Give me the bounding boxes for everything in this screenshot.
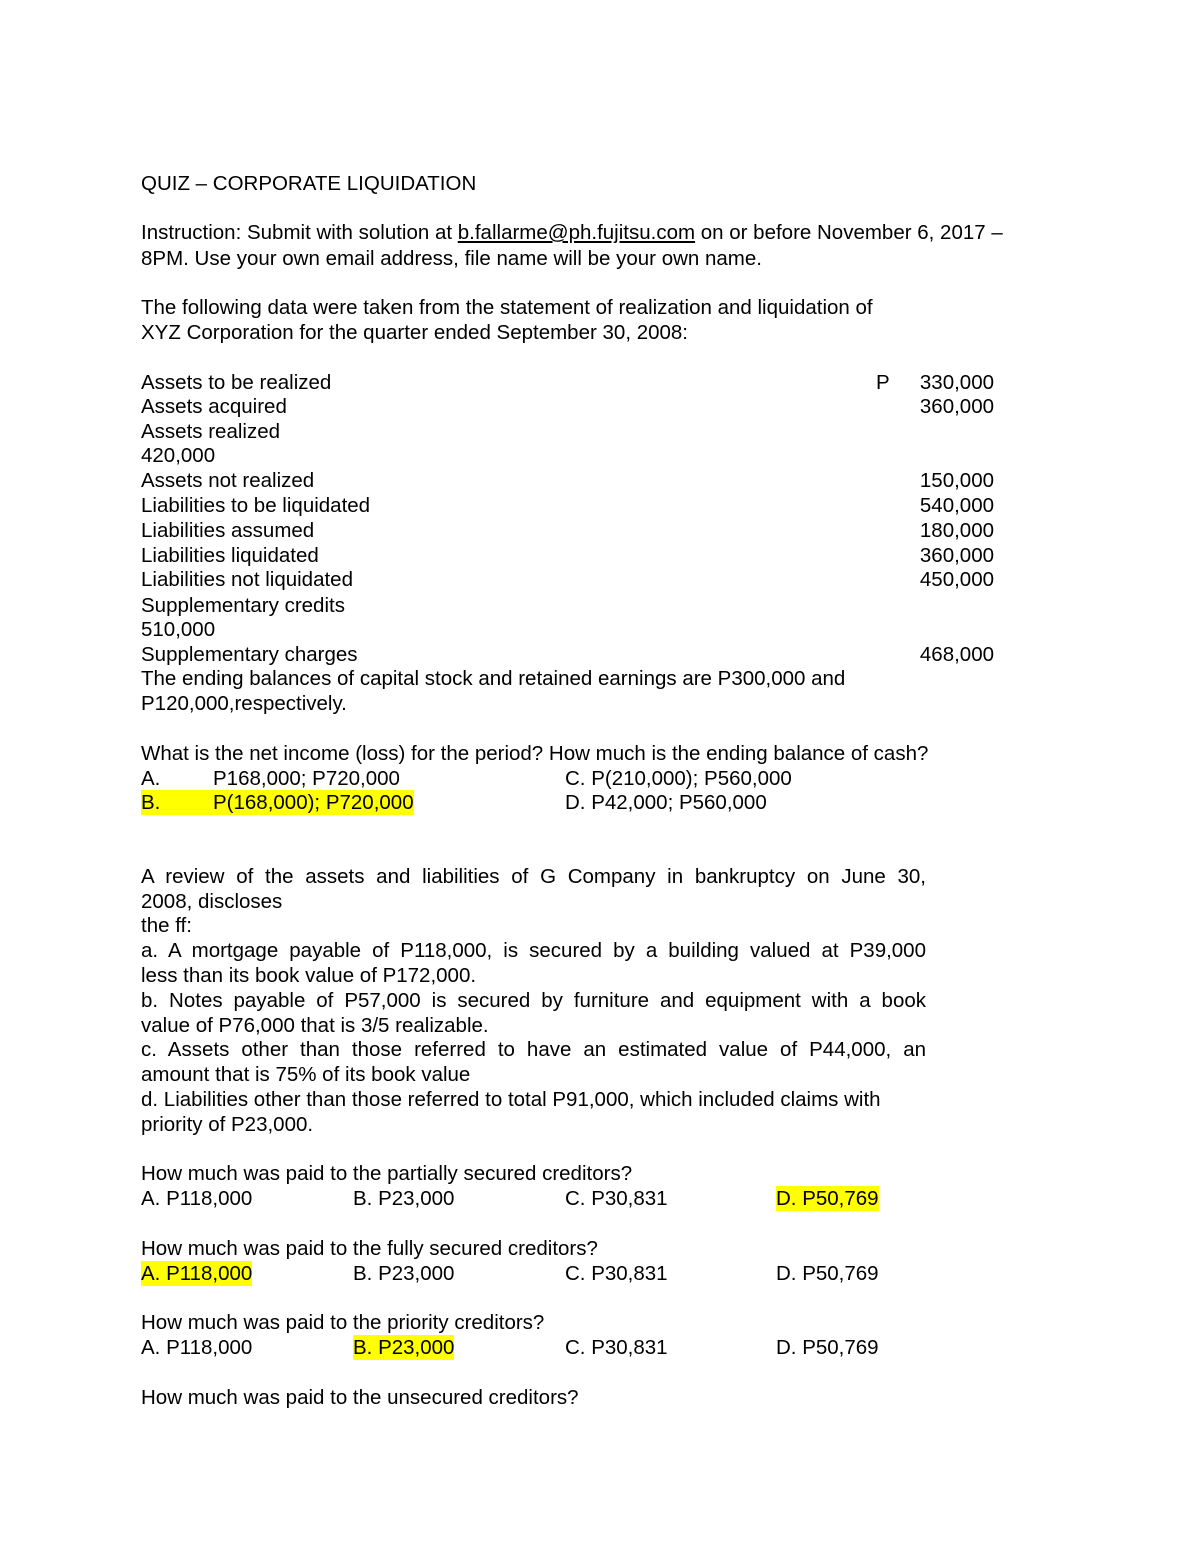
q2-option-d-highlighted[interactable]: D. P50,769: [776, 1187, 879, 1210]
q3-option-c[interactable]: C. P30,831: [565, 1262, 668, 1285]
q2-option-c[interactable]: C. P30,831: [565, 1187, 668, 1210]
case2-item-a-line-2: less than its book value of P172,000.: [141, 964, 477, 987]
q2-question: How much was paid to the partially secured creditors?: [141, 1162, 633, 1185]
case2-line-3: the ff:: [141, 914, 192, 937]
q2-option-a[interactable]: A. P118,000: [141, 1187, 253, 1210]
q4-option-d[interactable]: D. P50,769: [776, 1336, 879, 1359]
case2-item-a-line-1: a. A mortgage payable of P118,000, is secured by a building valued at P39,000: [141, 939, 926, 962]
intro-line-2: XYZ Corporation for the quarter ended September 30, 2008:: [141, 321, 689, 344]
case2-line-1: A review of the assets and liabilities of G Company in bankruptcy on June 30,: [141, 865, 926, 888]
currency-symbol: P: [876, 371, 890, 394]
q3-question: How much was paid to the fully secured creditors?: [141, 1237, 598, 1260]
case2-item-b-line-1: b. Notes payable of P57,000 is secured by furniture and equipment with a book: [141, 989, 926, 1012]
table-row-amount: 540,000: [919, 494, 994, 517]
case2-line-2: 2008, discloses: [141, 890, 283, 913]
table-row-label: Assets to be realized: [141, 371, 332, 394]
q1-option-a[interactable]: [141, 766, 400, 791]
intro-line-1: The following data were taken from the statement of realization and liquidation of: [141, 296, 873, 319]
q1-option-b-highlighted[interactable]: [141, 790, 414, 815]
q1-option-b-label: B.: [141, 791, 161, 814]
q1-option-b-text: P(168,000); P720,000: [213, 791, 414, 814]
case2-item-c-line-2: amount that is 75% of its book value: [141, 1063, 471, 1086]
table-row-amount: 330,000: [919, 371, 994, 394]
table-row-amount: 180,000: [919, 519, 994, 542]
ending-balances-line-1: The ending balances of capital stock and retained earnings are P300,000 and: [141, 667, 846, 690]
table-row-label: Supplementary charges: [141, 643, 358, 666]
q1-option-c[interactable]: C. P(210,000); P560,000: [565, 767, 792, 790]
table-row-label: Liabilities not liquidated: [141, 568, 353, 591]
table-row-label: Supplementary credits: [141, 594, 345, 617]
q4-option-c[interactable]: C. P30,831: [565, 1336, 668, 1359]
q1-option-a-label: A.: [141, 767, 161, 790]
q2-option-b[interactable]: B. P23,000: [353, 1187, 455, 1210]
q3-option-b[interactable]: B. P23,000: [353, 1262, 455, 1285]
email-link[interactable]: b.fallarme@ph.fujitsu.com: [457, 221, 696, 244]
q4-option-a[interactable]: A. P118,000: [141, 1336, 253, 1359]
q1-question: What is the net income (loss) for the period? How much is the ending balance of cash?: [141, 742, 929, 765]
table-row-label: 420,000: [141, 444, 216, 467]
table-row-label: Liabilities liquidated: [141, 544, 319, 567]
table-row-label: 510,000: [141, 618, 216, 641]
q5-question: How much was paid to the unsecured creditors?: [141, 1386, 579, 1409]
table-row-label: Assets realized: [141, 420, 281, 443]
table-row-amount: 360,000: [919, 395, 994, 418]
table-row-amount: 450,000: [919, 568, 994, 591]
ending-balances-line-2: P120,000,respectively.: [141, 692, 347, 715]
table-row-label: Liabilities to be liquidated: [141, 494, 371, 517]
case2-item-d-line-1: d. Liabilities other than those referred to total P91,000, which included claims with: [141, 1088, 881, 1111]
instruction-line-2: 8PM. Use your own email address, file name will be your own name.: [141, 247, 762, 270]
q4-question: How much was paid to the priority creditors?: [141, 1311, 545, 1334]
table-row-amount: 468,000: [919, 643, 994, 666]
table-row-label: Assets not realized: [141, 469, 315, 492]
case2-item-c-line-1: c. Assets other than those referred to have an estimated value of P44,000, an: [141, 1038, 926, 1061]
table-row-label: Liabilities assumed: [141, 519, 315, 542]
q3-option-a-highlighted[interactable]: A. P118,000: [141, 1262, 253, 1285]
table-row-amount: 150,000: [919, 469, 994, 492]
q1-option-a-text: P168,000; P720,000: [213, 767, 400, 790]
case2-item-b-line-2: value of P76,000 that is 3/5 realizable.: [141, 1014, 489, 1037]
q1-option-d[interactable]: D. P42,000; P560,000: [565, 791, 767, 814]
table-row-label: Assets acquired: [141, 395, 287, 418]
q4-option-b-highlighted[interactable]: B. P23,000: [353, 1336, 455, 1359]
instruction-line-1: [141, 220, 1003, 245]
case2-item-d-line-2: priority of P23,000.: [141, 1113, 314, 1136]
quiz-title: QUIZ – CORPORATE LIQUIDATION: [141, 172, 477, 195]
q3-option-d[interactable]: D. P50,769: [776, 1262, 879, 1285]
instruction-suffix: on or before November 6, 2017 –: [695, 221, 1003, 244]
table-row-amount: 360,000: [919, 544, 994, 567]
instruction-prefix: Instruction: Submit with solution at: [141, 221, 458, 244]
